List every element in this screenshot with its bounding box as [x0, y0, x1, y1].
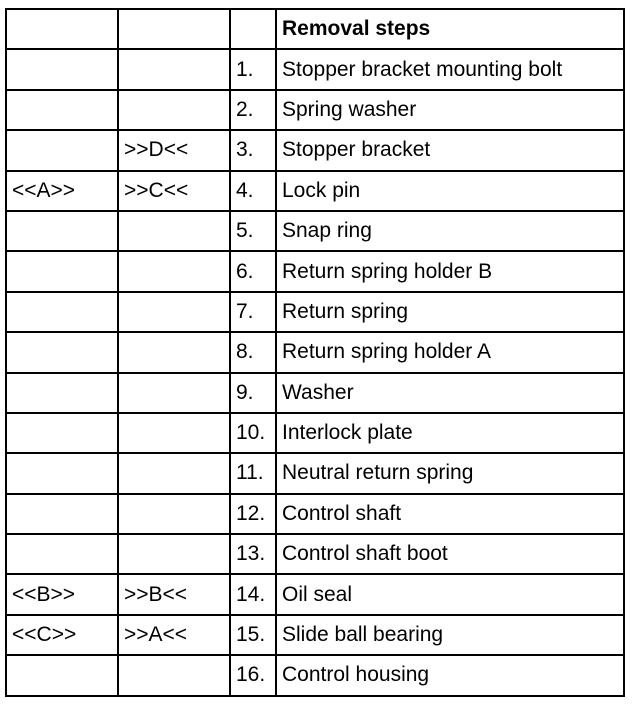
part-name-cell: Washer	[276, 373, 624, 413]
install-mark-cell	[6, 251, 118, 291]
part-name-cell: Return spring holder A	[276, 332, 624, 372]
table-row	[6, 615, 624, 655]
table-row	[6, 453, 624, 493]
header-removal-steps: Removal steps	[276, 9, 624, 49]
install-mark-cell	[6, 90, 118, 130]
removal-mark-cell	[118, 494, 230, 534]
removal-mark-cell: >>B<<	[118, 574, 230, 614]
install-mark-cell: <<C>>	[6, 615, 118, 655]
install-mark-cell	[6, 292, 118, 332]
step-number-cell: 7.	[230, 292, 276, 332]
part-name-cell: Return spring holder B	[276, 251, 624, 291]
removal-mark-cell	[118, 90, 230, 130]
header-cell-install	[6, 9, 118, 49]
table-body	[6, 49, 624, 695]
removal-mark-cell: >>D<<	[118, 130, 230, 170]
step-number-cell: 9.	[230, 373, 276, 413]
table-row	[6, 574, 624, 614]
install-mark-cell	[6, 494, 118, 534]
step-number-cell: 13.	[230, 534, 276, 574]
step-number-cell: 6.	[230, 251, 276, 291]
step-number-cell: 1.	[230, 49, 276, 89]
removal-mark-cell	[118, 251, 230, 291]
part-name-cell: Stopper bracket	[276, 130, 624, 170]
step-number-cell: 5.	[230, 211, 276, 251]
removal-mark-cell	[118, 453, 230, 493]
removal-mark-cell	[118, 655, 230, 695]
install-mark-cell: <<A>>	[6, 171, 118, 211]
removal-mark-cell: >>C<<	[118, 171, 230, 211]
part-name-cell: Control shaft	[276, 494, 624, 534]
step-number-cell: 10.	[230, 413, 276, 453]
removal-mark-cell	[118, 534, 230, 574]
removal-mark-cell	[118, 373, 230, 413]
table-row	[6, 494, 624, 534]
install-mark-cell	[6, 130, 118, 170]
step-number-cell: 2.	[230, 90, 276, 130]
part-name-cell: Lock pin	[276, 171, 624, 211]
removal-mark-cell	[118, 49, 230, 89]
part-name-cell: Spring washer	[276, 90, 624, 130]
install-mark-cell	[6, 211, 118, 251]
table-row	[6, 332, 624, 372]
part-name-cell: Oil seal	[276, 574, 624, 614]
part-name-cell: Return spring	[276, 292, 624, 332]
install-mark-cell	[6, 373, 118, 413]
table-row	[6, 534, 624, 574]
part-name-cell: Control housing	[276, 655, 624, 695]
step-number-cell: 16.	[230, 655, 276, 695]
part-name-cell: Neutral return spring	[276, 453, 624, 493]
part-name-cell: Snap ring	[276, 211, 624, 251]
table-row	[6, 49, 624, 89]
table-row	[6, 655, 624, 695]
step-number-cell: 3.	[230, 130, 276, 170]
table-row	[6, 413, 624, 453]
header-row	[6, 9, 624, 49]
install-mark-cell	[6, 534, 118, 574]
removal-mark-cell	[118, 292, 230, 332]
install-mark-cell	[6, 332, 118, 372]
step-number-cell: 15.	[230, 615, 276, 655]
header-cell-number	[230, 9, 276, 49]
install-mark-cell	[6, 49, 118, 89]
part-name-cell: Control shaft boot	[276, 534, 624, 574]
table-row	[6, 251, 624, 291]
install-mark-cell	[6, 655, 118, 695]
table-row	[6, 130, 624, 170]
table-row	[6, 373, 624, 413]
step-number-cell: 14.	[230, 574, 276, 614]
removal-mark-cell	[118, 332, 230, 372]
table-row	[6, 171, 624, 211]
step-number-cell: 4.	[230, 171, 276, 211]
table-row	[6, 292, 624, 332]
removal-mark-cell: >>A<<	[118, 615, 230, 655]
step-number-cell: 11.	[230, 453, 276, 493]
step-number-cell: 8.	[230, 332, 276, 372]
part-name-cell: Interlock plate	[276, 413, 624, 453]
removal-mark-cell	[118, 413, 230, 453]
removal-mark-cell	[118, 211, 230, 251]
part-name-cell: Stopper bracket mounting bolt	[276, 49, 624, 89]
part-name-cell: Slide ball bearing	[276, 615, 624, 655]
step-number-cell: 12.	[230, 494, 276, 534]
install-mark-cell	[6, 413, 118, 453]
header-cell-remove	[118, 9, 230, 49]
install-mark-cell: <<B>>	[6, 574, 118, 614]
table-row	[6, 211, 624, 251]
removal-steps-table	[5, 8, 625, 697]
install-mark-cell	[6, 453, 118, 493]
table-row	[6, 90, 624, 130]
